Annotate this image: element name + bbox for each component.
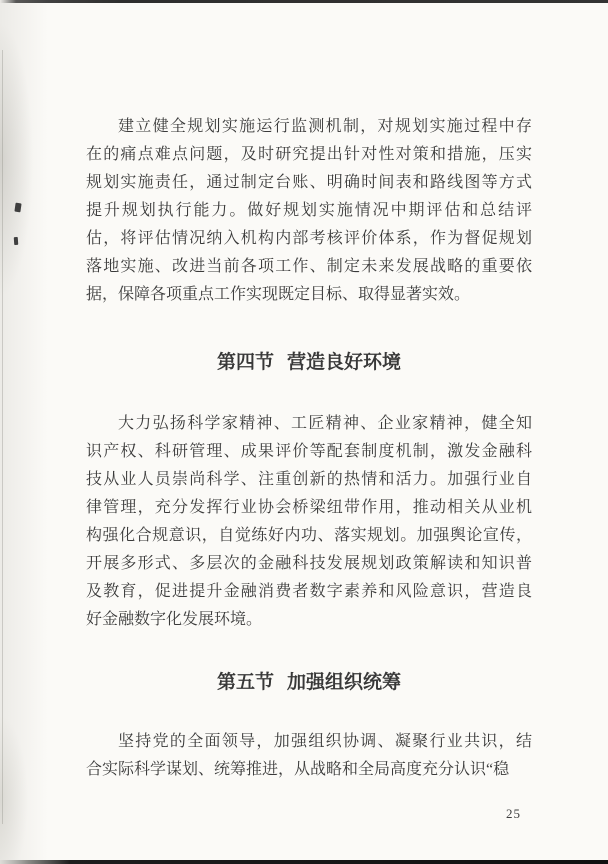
text-line: 在的痛点难点问题，及时研究提出针对性对策和措施，压实	[86, 146, 532, 163]
paragraph-organization	[86, 728, 532, 784]
text-line: 及教育，促进提升金融消费者数字素养和风险意识，营造良	[86, 583, 532, 600]
text-line: 开展多形式、多层次的金融科技发展规划政策解读和知识普	[86, 555, 532, 572]
scan-edge-bottom	[0, 860, 608, 864]
section-number: 第五节	[216, 672, 274, 693]
text-line: 规划实施责任，通过制定台账、明确时间表和路线图等方式	[86, 174, 532, 191]
scan-speck	[14, 203, 21, 213]
paragraph-environment	[86, 410, 532, 634]
scan-line-artifact	[2, 50, 3, 824]
text-line: 估，将评估情况纳入机构内部考核评价体系，作为督促规划	[86, 230, 532, 247]
section-heading-5	[86, 669, 532, 697]
section-heading-4	[86, 349, 532, 377]
text-line: 构强化合规意识，自觉练好内功、落实规划。加强舆论宣传，	[86, 527, 532, 544]
section-title: 营造良好环境	[287, 352, 402, 373]
text-line: 识产权、科研管理、成果评价等配套制度机制，激发金融科	[86, 443, 532, 460]
text-line: 据，保障各项重点工作实现既定目标、取得显著实效。	[86, 286, 471, 303]
text-line: 提升规划执行能力。做好规划实施情况中期评估和总结评	[86, 202, 532, 219]
text-line: 坚持党的全面领导，加强组织协调、凝聚行业共识，结	[118, 733, 532, 750]
paragraph-plan-monitoring	[86, 113, 532, 309]
scan-speck	[14, 237, 19, 245]
text-line: 好金融数字化发展环境。	[86, 611, 263, 628]
text-line: 建立健全规划实施运行监测机制，对规划实施过程中存	[118, 118, 532, 135]
text-line: 大力弘扬科学家精神、工匠精神、企业家精神，健全知	[118, 415, 532, 432]
page-number: 25	[506, 806, 521, 821]
text-line: 技从业人员崇尚科学、注重创新的热情和活力。加强行业自	[86, 471, 532, 488]
section-number: 第四节	[216, 352, 274, 373]
text-line: 合实际科学谋划、统筹推进，从战略和全局高度充分认识“稳	[86, 761, 510, 778]
text-line: 落地实施、改进当前各项工作、制定未来发展战略的重要依	[86, 258, 532, 275]
text-line: 律管理，充分发挥行业协会桥梁纽带作用，推动相关从业机	[86, 499, 532, 516]
scan-shadow-left	[0, 0, 64, 864]
page-content	[86, 0, 532, 784]
section-title: 加强组织统筹	[287, 672, 402, 693]
